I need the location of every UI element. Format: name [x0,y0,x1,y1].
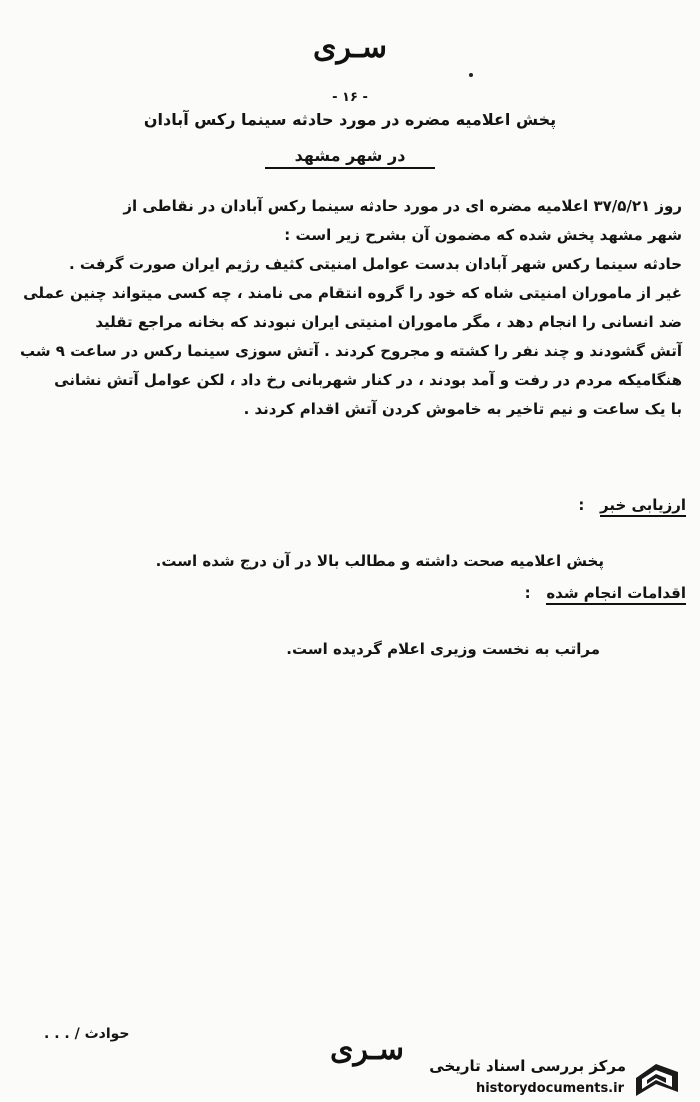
section-evaluation-label: ارزیابی خبر [600,496,686,517]
document-heading: پخش اعلامیه مضره در مورد حادثه سینما رکس آبادان [143,110,557,129]
page-number: - ۱۶ - [332,90,368,105]
body-line: با یک ساعت و نیم تاخیر به خاموش کردن آتش اقدام کردند . [243,400,682,418]
subheading-text: در شهر مشهد [265,146,436,169]
body-line: روز ۳۷/۵/۲۱ اعلامیه مضره ای در مورد حادثه سینما رکس آبادان در نقاطی از [123,197,682,215]
body-line: غیر از ماموران امنیتی شاه که خود را گروه انتقام می نامند ، چه کسی میتواند چنین عملی [23,284,682,302]
section-actions-title [525,584,686,602]
section-actions-text: مراتب به نخست وزیری اعلام گردیده است. [286,640,600,658]
report-body [19,192,682,424]
body-line: ضد انسانی را انجام دهد ، مگر ماموران امنیتی ایران نبودند که بخانه مراجع تقلید [95,313,682,331]
section-colon: : [524,584,542,602]
book-logo-icon [632,1058,682,1098]
body-line: حادثه سینما رکس شهر آبادان بدست عوامل امنیتی کثیف رژیم ایران صورت گرفت . [68,255,682,273]
section-evaluation-title [578,496,686,514]
watermark-name: مرکز بررسی اسناد تاریخی [429,1057,626,1075]
footer-reference: حوادث / . . . [44,1026,130,1042]
ink-dot [469,73,473,77]
body-line: هنگامیکه مردم در رفت و آمد بودند ، در کنار شهربانی رخ داد ، لکن عوامل آتش نشانی [54,371,682,389]
classification-stamp-bottom: سـری [330,1032,404,1067]
body-line: شهر مشهد پخش شده که مضمون آن بشرح زیر است : [284,226,682,244]
section-evaluation-text: پخش اعلامیه صحت داشته و مطالب بالا در آن درج شده است. [155,552,604,570]
classification-stamp-top: سـری [313,30,387,65]
document-subheading [0,146,700,165]
section-actions-label: اقدامات انجام شده [546,584,686,605]
body-line: آتش گشودند و چند نفر را کشته و مجروح کردند . آتش سوزی سینما رکس در ساعت ۹ شب [19,342,682,360]
watermark-url: historydocuments.ir [475,1081,624,1096]
section-colon: : [578,496,595,514]
